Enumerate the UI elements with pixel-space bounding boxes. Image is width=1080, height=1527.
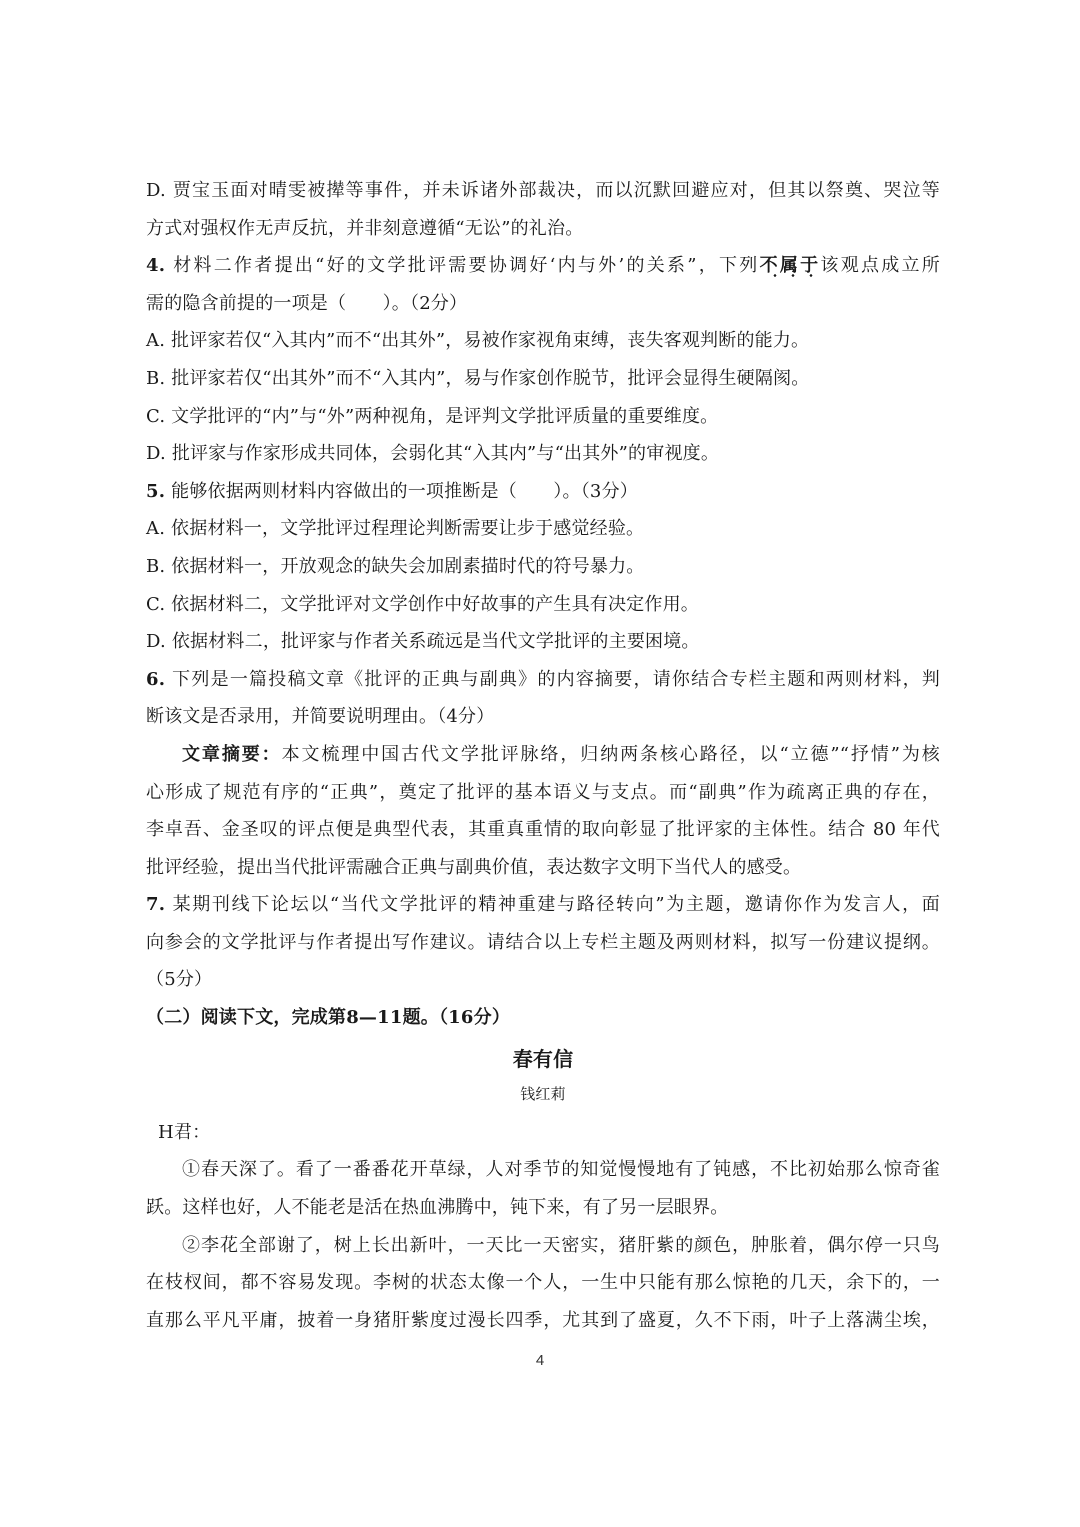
q7-stem-line2: 向参会的文学批评与作者提出写作建议。请结合以上专栏主题及两则材料，拟写一份建议提纲。 bbox=[146, 931, 940, 953]
q4-stem-line1 bbox=[146, 247, 940, 285]
q4-emphasis: 不属于 bbox=[759, 255, 821, 277]
q6-abstract-line3: 李卓吾、金圣叹的评点便是典型代表，其重真重情的取向彰显了批评家的主体性。结合 80 年代 bbox=[146, 819, 940, 841]
q7-stem-line1 bbox=[146, 886, 940, 924]
q6-abstract-line2: 心形成了规范有序的“正典”，奠定了批评的基本语义与支点。而“副典”作为疏离正典的存在， bbox=[146, 781, 940, 803]
q7-stem-line3: （5分） bbox=[146, 969, 213, 991]
article-title: 春有信 bbox=[512, 1046, 574, 1071]
article-p2-line3: 直那么平凡平庸，披着一身猪肝紫度过漫长四季，尤其到了盛夏，久不下雨，叶子上落满尘埃， bbox=[146, 1309, 940, 1331]
q4-stem-line2: 需的隐含前提的一项是（ ）。（2分） bbox=[146, 292, 468, 314]
q5-option-b: B. 依据材料一，开放观念的缺失会加剧素描时代的符号暴力。 bbox=[146, 555, 645, 577]
q4-stem-part1: 材料二作者提出“好的文学批评需要协调好‘内与外’的关系”，下列 bbox=[173, 255, 760, 277]
q6-stem-text: 下列是一篇投稿文章《批评的正典与副典》的内容摘要，请你结合专栏主题和两则材料，判 bbox=[172, 668, 941, 690]
article-p2-line1: ②李花全部谢了，树上长出新叶，一天比一天密实，猪肝紫的颜色，肿胀着，偶尔停一只鸟 bbox=[182, 1234, 940, 1256]
q4-option-c: C. 文学批评的“内”与“外”两种视角，是评判文学批评质量的重要维度。 bbox=[146, 405, 719, 427]
q4-stem-part2: 该观点成立所 bbox=[820, 255, 940, 277]
article-author: 钱红莉 bbox=[520, 1085, 566, 1104]
page-number: 4 bbox=[535, 1352, 545, 1369]
article-p2-line2: 在枝杈间，都不容易发现。李树的状态太像一个人，一生中只能有那么惊艳的几天，余下的，一 bbox=[146, 1272, 940, 1294]
q6-abstract-line4: 批评经验，提出当代批评需融合正典与副典价值，表达数字文明下当代人的感受。 bbox=[146, 856, 802, 878]
q5-option-d: D. 依据材料二，批评家与作者关系疏远是当代文学批评的主要困境。 bbox=[146, 631, 700, 653]
q5-option-c: C. 依据材料二，文学批评对文学创作中好故事的产生具有决定作用。 bbox=[146, 593, 699, 615]
section-heading: （二）阅读下文，完成第8—11题。（16分） bbox=[146, 1007, 511, 1029]
q4-option-b: B. 批评家若仅“出其外”而不“入其内”，易与作家创作脱节，批评会显得生硬隔阂。 bbox=[146, 367, 810, 389]
q5-option-a: A. 依据材料一，文学批评过程理论判断需要让步于感觉经验。 bbox=[146, 518, 645, 540]
q5-stem bbox=[146, 473, 940, 511]
q4-option-a: A. 批评家若仅“入其内”而不“出其外”，易被作家视角束缚，丧失客观判断的能力。 bbox=[146, 330, 810, 352]
q3-option-d-line2: 方式对强权作无声反抗，并非刻意遵循“无讼”的礼治。 bbox=[146, 217, 584, 239]
page-content bbox=[146, 172, 940, 1339]
abstract-label: 文章摘要： bbox=[182, 743, 282, 765]
article-p1-line1: ①春天深了。看了一番番花开草绿，人对季节的知觉慢慢地有了钝感，不比初始那么惊奇雀 bbox=[182, 1159, 940, 1181]
q4-option-d: D. 批评家与作家形成共同体，会弱化其“入其内”与“出其外”的审视度。 bbox=[146, 443, 720, 465]
q6-abstract-line1 bbox=[146, 736, 940, 774]
q6-number: 6. bbox=[146, 668, 166, 690]
q3-option-d-line1: D. 贾宝玉面对晴雯被撵等事件，并未诉诸外部裁决，而以沉默回避应对，但其以祭奠、哭泣等 bbox=[146, 180, 940, 201]
q6-stem-line1 bbox=[146, 661, 940, 699]
q5-number: 5. bbox=[146, 480, 166, 502]
article-greeting: H君： bbox=[158, 1121, 211, 1143]
article-p1-line2: 跃。这样也好，人不能老是活在热血沸腾中，钝下来，有了另一层眼界。 bbox=[146, 1197, 729, 1219]
q7-stem-text: 某期刊线下论坛以“当代文学批评的精神重建与路径转向”为主题，邀请你作为发言人，面 bbox=[172, 894, 941, 916]
q7-number: 7. bbox=[146, 894, 166, 916]
q4-number: 4. bbox=[146, 255, 166, 277]
abstract-text-1: 本文梳理中国古代文学批评脉络，归纳两条核心路径，以“立德”“抒情”为核 bbox=[281, 743, 940, 765]
q6-stem-line2: 断该文是否录用，并简要说明理由。（4分） bbox=[146, 706, 495, 728]
q5-stem-text: 能够依据两则材料内容做出的一项推断是（ ）。（3分） bbox=[171, 480, 638, 502]
